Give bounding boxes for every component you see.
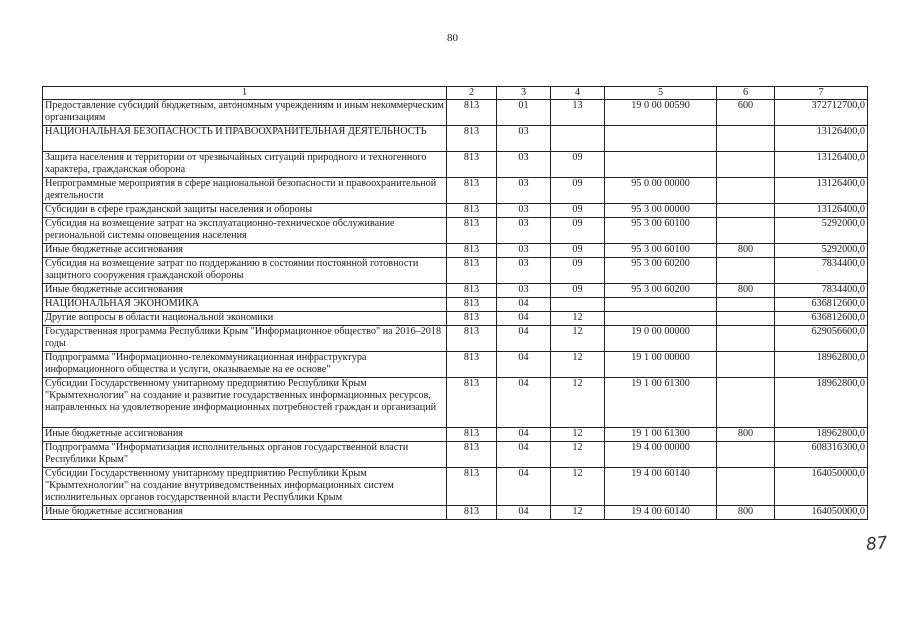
subsection-code-cell: 09 <box>551 258 605 284</box>
amount-cell: 608316300,0 <box>775 442 868 468</box>
item-name-cell: Субсидия на возмещение затрат по поддержанию в состоянии постоянной готовности защитного сооружения гражданской обороны <box>43 258 447 284</box>
target-article-cell <box>605 312 717 326</box>
target-article-cell: 95 0 00 00000 <box>605 178 717 204</box>
target-article-cell <box>605 152 717 178</box>
subsection-code-cell: 12 <box>551 506 605 520</box>
column-header: 4 <box>551 87 605 100</box>
expense-type-cell <box>717 218 775 244</box>
section-code-cell: 03 <box>497 258 551 284</box>
target-article-cell: 19 0 00 00590 <box>605 100 717 126</box>
ministry-code-cell: 813 <box>447 152 497 178</box>
item-name-cell: Субсидии Государственному унитарному предприятию Республики Крым "Крымтехнологии" на создание и развитие государственных информационных ресурсов, направленных на удовлетворение информационных потребностей граждан и организаций <box>43 378 447 428</box>
ministry-code-cell: 813 <box>447 352 497 378</box>
amount-cell: 629056600,0 <box>775 326 868 352</box>
ministry-code-cell: 813 <box>447 428 497 442</box>
table-row <box>43 298 868 312</box>
amount-cell: 18962800,0 <box>775 378 868 428</box>
expense-type-cell <box>717 126 775 152</box>
ministry-code-cell: 813 <box>447 204 497 218</box>
amount-cell: 636812600,0 <box>775 298 868 312</box>
amount-cell: 18962800,0 <box>775 352 868 378</box>
section-code-cell: 04 <box>497 326 551 352</box>
ministry-code-cell: 813 <box>447 178 497 204</box>
table-row <box>43 152 868 178</box>
table-row <box>43 218 868 244</box>
expense-type-cell: 800 <box>717 244 775 258</box>
header-row <box>43 87 868 100</box>
subsection-code-cell: 12 <box>551 378 605 428</box>
table-row <box>43 126 868 152</box>
table-row <box>43 100 868 126</box>
subsection-code-cell: 13 <box>551 100 605 126</box>
expense-type-cell: 800 <box>717 506 775 520</box>
amount-cell: 636812600,0 <box>775 312 868 326</box>
subsection-code-cell: 12 <box>551 442 605 468</box>
expense-type-cell: 600 <box>717 100 775 126</box>
table-row <box>43 258 868 284</box>
subsection-code-cell: 09 <box>551 204 605 218</box>
column-header: 1 <box>43 87 447 100</box>
section-code-cell: 03 <box>497 218 551 244</box>
expense-type-cell <box>717 204 775 218</box>
target-article-cell: 19 4 00 60140 <box>605 468 717 506</box>
section-code-cell: 04 <box>497 506 551 520</box>
budget-table <box>42 86 868 520</box>
table-row <box>43 442 868 468</box>
ministry-code-cell: 813 <box>447 442 497 468</box>
table-row <box>43 468 868 506</box>
ministry-code-cell: 813 <box>447 298 497 312</box>
section-code-cell: 04 <box>497 298 551 312</box>
target-article-cell: 19 1 00 00000 <box>605 352 717 378</box>
page-number: 80 <box>447 32 458 44</box>
item-name-cell: Субсидии в сфере гражданской защиты населения и обороны <box>43 204 447 218</box>
item-name-cell: Иные бюджетные ассигнования <box>43 428 447 442</box>
ministry-code-cell: 813 <box>447 312 497 326</box>
expense-type-cell: 800 <box>717 284 775 298</box>
amount-cell: 7834400,0 <box>775 258 868 284</box>
item-name-cell: Иные бюджетные ассигнования <box>43 284 447 298</box>
section-code-cell: 01 <box>497 100 551 126</box>
table-row <box>43 244 868 258</box>
table-row <box>43 178 868 204</box>
subsection-code-cell: 09 <box>551 244 605 258</box>
subsection-code-cell: 12 <box>551 352 605 378</box>
target-article-cell: 95 3 00 60200 <box>605 284 717 298</box>
section-code-cell: 03 <box>497 178 551 204</box>
expense-type-cell <box>717 442 775 468</box>
ministry-code-cell: 813 <box>447 378 497 428</box>
table-row <box>43 284 868 298</box>
ministry-code-cell: 813 <box>447 258 497 284</box>
amount-cell: 164050000,0 <box>775 506 868 520</box>
table-row <box>43 428 868 442</box>
amount-cell: 5292000,0 <box>775 218 868 244</box>
target-article-cell: 95 3 00 60200 <box>605 258 717 284</box>
subsection-code-cell: 12 <box>551 312 605 326</box>
amount-cell: 13126400,0 <box>775 126 868 152</box>
ministry-code-cell: 813 <box>447 244 497 258</box>
expense-type-cell <box>717 326 775 352</box>
ministry-code-cell: 813 <box>447 326 497 352</box>
expense-type-cell <box>717 258 775 284</box>
section-code-cell: 04 <box>497 378 551 428</box>
subsection-code-cell: 12 <box>551 428 605 442</box>
section-code-cell: 04 <box>497 442 551 468</box>
amount-cell: 13126400,0 <box>775 178 868 204</box>
table-row <box>43 352 868 378</box>
column-header: 5 <box>605 87 717 100</box>
target-article-cell: 95 3 00 00000 <box>605 204 717 218</box>
ministry-code-cell: 813 <box>447 506 497 520</box>
section-code-cell: 04 <box>497 312 551 326</box>
item-name-cell: Субсидии Государственному унитарному предприятию Республики Крым "Крымтехнологии" на создание внутриведомственных информационных систем исполнительных органов государственной власти Республики Крым <box>43 468 447 506</box>
section-code-cell: 03 <box>497 152 551 178</box>
item-name-cell: Иные бюджетные ассигнования <box>43 506 447 520</box>
amount-cell: 18962800,0 <box>775 428 868 442</box>
item-name-cell: Подпрограмма "Информатизация исполнительных органов государственной власти Республики Крым" <box>43 442 447 468</box>
ministry-code-cell: 813 <box>447 284 497 298</box>
section-code-cell: 03 <box>497 204 551 218</box>
item-name-cell: НАЦИОНАЛЬНАЯ ЭКОНОМИКА <box>43 298 447 312</box>
section-code-cell: 04 <box>497 352 551 378</box>
amount-cell: 7834400,0 <box>775 284 868 298</box>
ministry-code-cell: 813 <box>447 468 497 506</box>
subsection-code-cell: 09 <box>551 152 605 178</box>
target-article-cell: 95 3 00 60100 <box>605 244 717 258</box>
section-code-cell: 04 <box>497 468 551 506</box>
amount-cell: 5292000,0 <box>775 244 868 258</box>
target-article-cell <box>605 298 717 312</box>
expense-type-cell <box>717 178 775 204</box>
subsection-code-cell <box>551 126 605 152</box>
subsection-code-cell: 09 <box>551 284 605 298</box>
amount-cell: 164050000,0 <box>775 468 868 506</box>
subsection-code-cell: 12 <box>551 326 605 352</box>
subsection-code-cell <box>551 298 605 312</box>
subsection-code-cell: 09 <box>551 178 605 204</box>
target-article-cell <box>605 126 717 152</box>
item-name-cell: Другие вопросы в области национальной экономики <box>43 312 447 326</box>
expense-type-cell <box>717 378 775 428</box>
section-code-cell: 03 <box>497 284 551 298</box>
expense-type-cell <box>717 152 775 178</box>
ministry-code-cell: 813 <box>447 100 497 126</box>
item-name-cell: Государственная программа Республики Крым "Информационное общество" на 2016–2018 годы <box>43 326 447 352</box>
table-row <box>43 326 868 352</box>
target-article-cell: 19 1 00 61300 <box>605 378 717 428</box>
item-name-cell: Субсидия на возмещение затрат на эксплуатационно-техническое обслуживание региональной системы оповещения населения <box>43 218 447 244</box>
table-row <box>43 506 868 520</box>
item-name-cell: Подпрограмма "Информационно-телекоммуникационная инфраструктура информационного общества и услуги, оказываемые на ее основе" <box>43 352 447 378</box>
amount-cell: 372712700,0 <box>775 100 868 126</box>
subsection-code-cell: 09 <box>551 218 605 244</box>
column-header: 7 <box>775 87 868 100</box>
section-code-cell: 04 <box>497 428 551 442</box>
table-row <box>43 378 868 428</box>
item-name-cell: Иные бюджетные ассигнования <box>43 244 447 258</box>
section-code-cell: 03 <box>497 244 551 258</box>
column-header: 2 <box>447 87 497 100</box>
section-code-cell: 03 <box>497 126 551 152</box>
handwritten-page-mark: 87 <box>865 532 889 556</box>
target-article-cell: 19 0 00 00000 <box>605 326 717 352</box>
expense-type-cell <box>717 312 775 326</box>
target-article-cell: 19 4 00 00000 <box>605 442 717 468</box>
subsection-code-cell: 12 <box>551 468 605 506</box>
item-name-cell: Защита населения и территории от чрезвычайных ситуаций природного и техногенного характера, гражданская оборона <box>43 152 447 178</box>
item-name-cell: Предоставление субсидий бюджетным, автономным учреждениям и иным некоммерческим организациям <box>43 100 447 126</box>
ministry-code-cell: 813 <box>447 218 497 244</box>
item-name-cell: НАЦИОНАЛЬНАЯ БЕЗОПАСНОСТЬ И ПРАВООХРАНИТЕЛЬНАЯ ДЕЯТЕЛЬНОСТЬ <box>43 126 447 152</box>
expense-type-cell <box>717 298 775 312</box>
amount-cell: 13126400,0 <box>775 152 868 178</box>
item-name-cell: Непрограммные мероприятия в сфере национальной безопасности и правоохранительной деятельности <box>43 178 447 204</box>
expense-type-cell <box>717 468 775 506</box>
column-header: 3 <box>497 87 551 100</box>
table-row <box>43 312 868 326</box>
amount-cell: 13126400,0 <box>775 204 868 218</box>
target-article-cell: 95 3 00 60100 <box>605 218 717 244</box>
expense-type-cell: 800 <box>717 428 775 442</box>
ministry-code-cell: 813 <box>447 126 497 152</box>
column-header: 6 <box>717 87 775 100</box>
target-article-cell: 19 1 00 61300 <box>605 428 717 442</box>
expense-type-cell <box>717 352 775 378</box>
target-article-cell: 19 4 00 60140 <box>605 506 717 520</box>
table-row <box>43 204 868 218</box>
